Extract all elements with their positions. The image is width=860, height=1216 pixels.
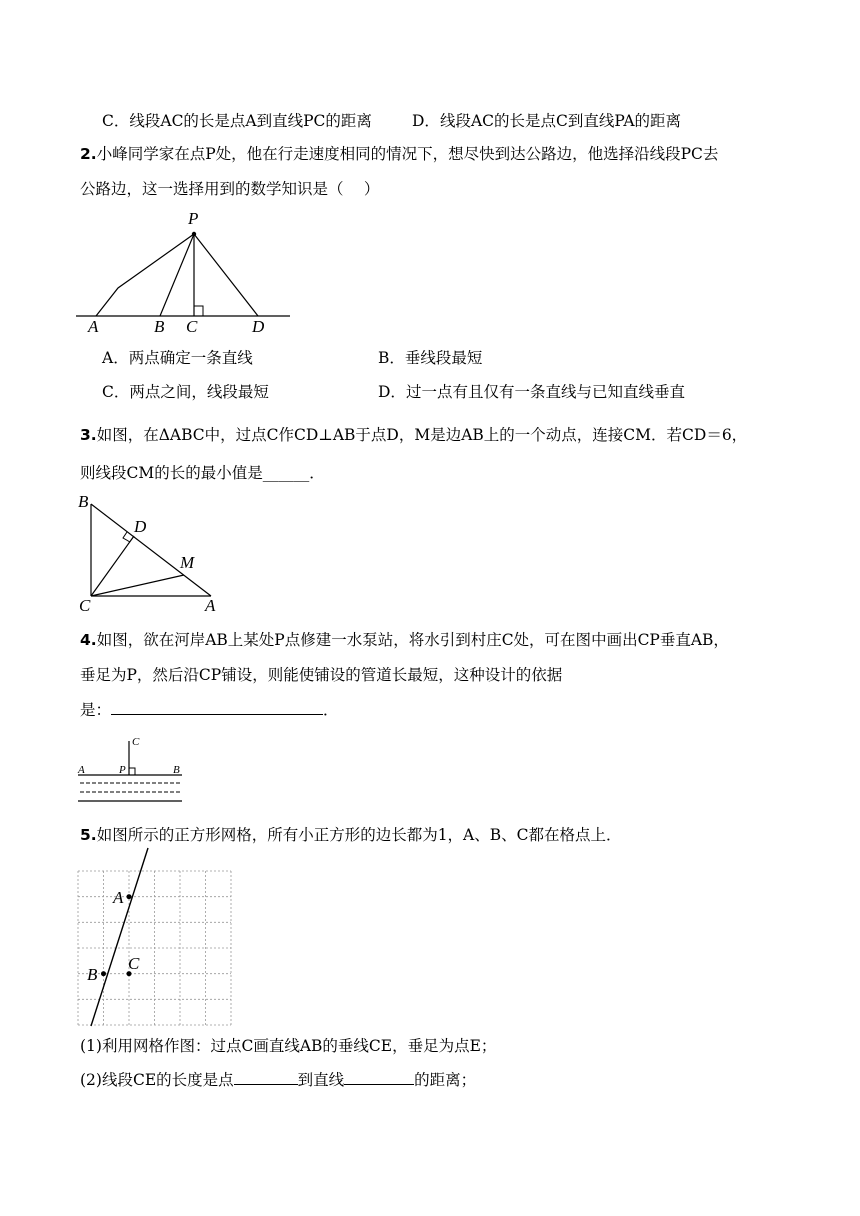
label-b: B: [87, 965, 98, 984]
label-b: B: [173, 764, 180, 776]
question-number: 5.: [80, 826, 97, 844]
q1-option-c: [102, 111, 372, 131]
q4-stem-line2: [80, 665, 562, 685]
q4-stem-line3: [80, 700, 339, 720]
question-number: 4.: [80, 631, 97, 649]
segment-cm: [91, 575, 184, 596]
q2-figure: [76, 206, 296, 340]
question-text: 如图所示的正方形网格，所有小正方形的边长都为1，A、B、C都在格点上．: [96, 826, 622, 844]
question-text: 到直线: [297, 1071, 345, 1089]
label-d: D: [252, 317, 265, 336]
segment-pd: [194, 234, 258, 316]
option-letter: C．: [102, 112, 130, 130]
q2-option-c: [102, 382, 269, 402]
q3-figure: [74, 490, 234, 619]
option-letter: A．: [102, 349, 129, 367]
question-text: (2)线段CE的长度是点: [80, 1071, 234, 1089]
option-text: 两点之间，线段最短: [129, 383, 269, 401]
grid: [78, 871, 231, 1025]
label-b: B: [78, 492, 89, 511]
right-angle-mark: [194, 306, 203, 316]
option-text: 过一点有且仅有一条直线与已知直线垂直: [405, 383, 685, 401]
right-angle-mark: [129, 768, 135, 775]
q5-sub2: [80, 1070, 476, 1090]
q2-stem-line1: [80, 144, 718, 164]
label-a: A: [88, 317, 99, 336]
label-c: C: [128, 954, 140, 973]
q2-option-b: [378, 348, 482, 368]
q2-option-d: [378, 382, 685, 402]
q1-option-d: [412, 111, 681, 131]
question-text: 垂足为P，然后沿CP铺设，则能使铺设的管道长最短，这种设计的依据: [80, 666, 563, 684]
label-m: M: [180, 553, 195, 572]
point-a: [127, 894, 132, 899]
label-a: A: [78, 764, 85, 776]
option-letter: C．: [102, 383, 130, 401]
question-text: 是：: [80, 701, 112, 719]
label-b: B: [154, 317, 165, 336]
label-c: C: [186, 317, 198, 336]
option-text: 线段AC的长是点A到直线PC的距离: [129, 112, 372, 130]
q5-figure: [76, 845, 236, 1034]
label-a: A: [113, 888, 124, 907]
q3-stem-line2: [80, 463, 325, 483]
question-text: 公路边，这一选择用到的数学知识是（ ）: [80, 180, 380, 198]
label-p: P: [188, 209, 199, 228]
q5-stem: [80, 825, 622, 845]
option-text: 两点确定一条直线: [128, 349, 253, 367]
option-letter: D．: [378, 383, 406, 401]
label-c: C: [132, 736, 140, 748]
answer-blank-point[interactable]: [234, 1070, 298, 1085]
q5-sub1: [80, 1036, 496, 1056]
option-text: 垂线段最短: [404, 349, 483, 367]
label-p: P: [119, 764, 126, 776]
question-text: 则线段CM的长的最小值是______．: [80, 464, 325, 482]
segment-cd: [91, 536, 134, 596]
option-text: 线段AC的长是点C到直线PA的距离: [439, 112, 682, 130]
question-text: (1)利用网格作图：过点C画直线AB的垂线CE，垂足为点E；: [80, 1037, 497, 1055]
q2-option-a: [102, 348, 253, 368]
answer-blank[interactable]: [111, 700, 323, 715]
question-text: 如图，在ΔABC中，过点C作CD⊥AB于点D，M是边AB上的一个动点，连接CM．若CD＝6，: [96, 426, 748, 444]
path-pa: [96, 234, 194, 316]
question-text: 的距离；: [414, 1071, 477, 1089]
question-number: 3.: [80, 426, 97, 444]
answer-blank-line[interactable]: [344, 1070, 414, 1085]
q4-stem-line1: [80, 630, 729, 650]
q4-figure: [76, 731, 186, 810]
label-a: A: [205, 596, 216, 615]
point-b: [101, 971, 106, 976]
question-text: 小峰同学家在点P处，他在行走速度相同的情况下，想尽快到达公路边，他选择沿线段PC去: [96, 145, 719, 163]
question-text-end: ．: [323, 701, 339, 719]
question-number: 2.: [80, 145, 97, 163]
label-c: C: [79, 596, 91, 615]
q3-stem-line1: [80, 425, 747, 445]
q2-stem-line2: [80, 179, 379, 199]
option-letter: B．: [378, 349, 405, 367]
point-p: [192, 232, 196, 236]
question-text: 如图，欲在河岸AB上某处P点修建一水泵站，将水引到村庄C处，可在图中画出CP垂直AB，: [96, 631, 729, 649]
label-d: D: [134, 517, 147, 536]
option-letter: D．: [412, 112, 440, 130]
